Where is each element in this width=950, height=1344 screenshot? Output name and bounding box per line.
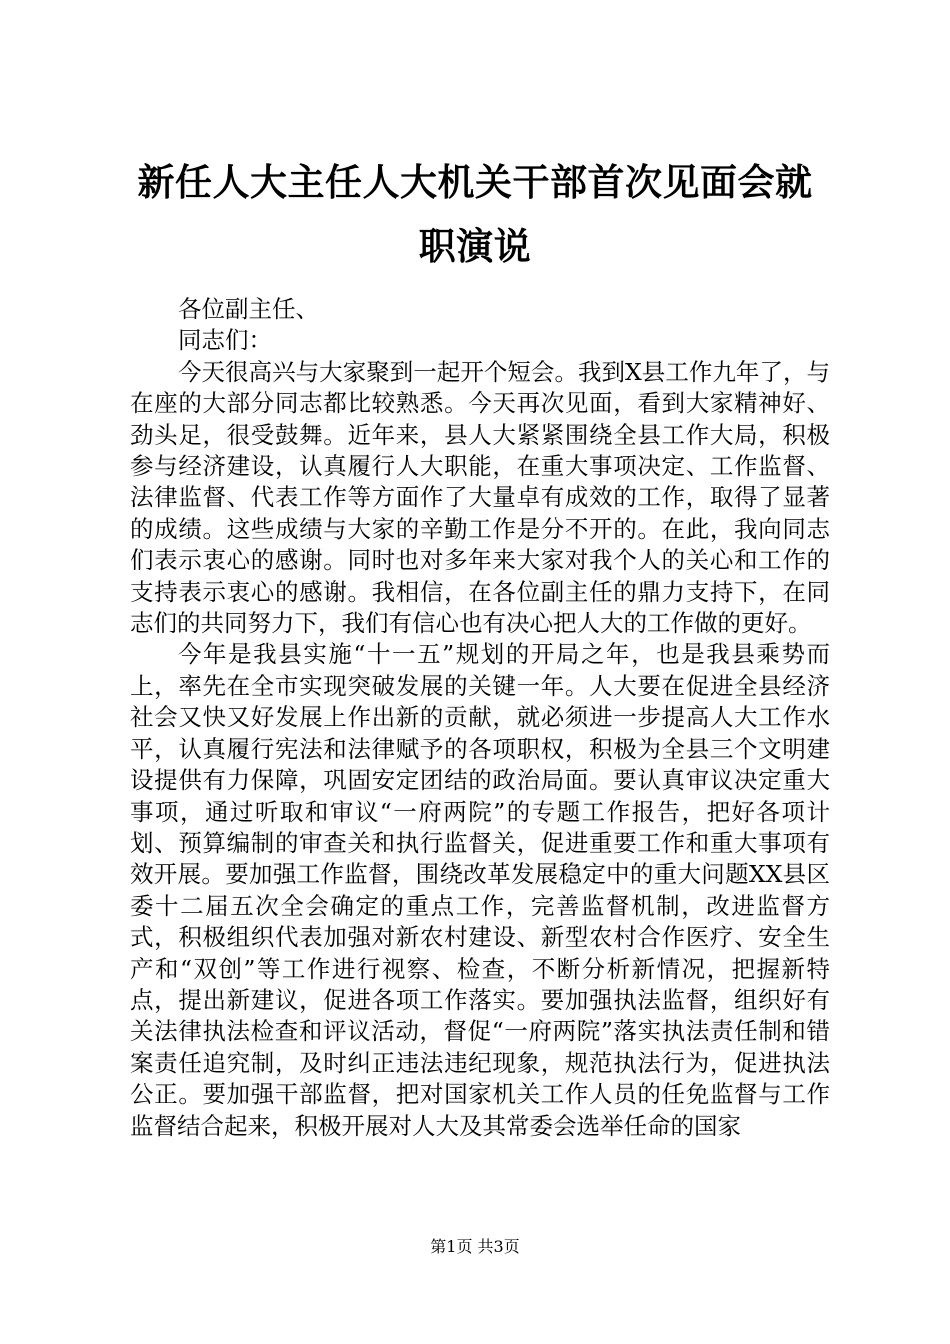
salutation-line: 同志们： [178, 326, 272, 355]
salutation-line: 各位副主任、 [178, 295, 319, 323]
document-body [130, 294, 830, 1142]
page-number-footer: 第1页 共3页 [430, 1237, 520, 1256]
body-paragraph: 今年是我县实施“十一五”规划的开局之年，也是我县乘势而上，率先在全市实现突破发展的关键一年。人大要在促进全县经济社会又快又好发展上作出新的贡献，就必须进一步提高人大工作水平，认真履行宪法和法律赋予的各项职权，积极为全县三个文明建设提供有力保障，巩固安定团结的政治局面。要认真审议决定重大事项，通过听取和审议“一府两院”的专题工作报告，把好各项计划、预算编制的审查关和执行监督关，促进重要工作和重大事项有效开展。要加强工作监督，围绕改革发展稳定中的重大问题XX县区委十二届五次全会确定的重点工作，完善监督机制，改进监督方式，积极组织代表加强对新农村建设、新型农村合作医疗、安全生产和“双创”等工作进行视察、检查，不断分析新情况，把握新特点，提出新建议，促进各项工作落实。要加强执法监督，组织好有关法律执法检查和评议活动，督促“一府两院”落实执法责任制和错案责任追究制，及时纠正违法违纪现象，规范执法行为，促进执法公正。要加强干部监督，把对国家机关工作人员的任免监督与工作监督结合起来，积极开展对人大及其常委会选举任命的国家 [130, 640, 830, 1140]
page-title: 新任人大主任人大机关干部首次见面会就职演说 [137, 160, 813, 268]
body-paragraph: 今天很高兴与大家聚到一起开个短会。我到X县工作九年了，与在座的大部分同志都比较熟悉。今天再次见面，看到大家精神好、劲头足，很受鼓舞。近年来，县人大紧紧围绕全县工作大局，积极参与经济建设，认真履行人大职能，在重大事项决定、工作监督、法律监督、代表工作等方面作了大量卓有成效的工作，取得了显著的成绩。这些成绩与大家的辛勤工作是分不开的。在此，我向同志们表示衷心的感谢。同时也对多年来大家对我个人的关心和工作的支持表示衷心的感谢。我相信，在各位副主任的鼎力支持下，在同志们的共同努力下，我们有信心也有决心把人大的工作做的更好。 [130, 357, 830, 638]
